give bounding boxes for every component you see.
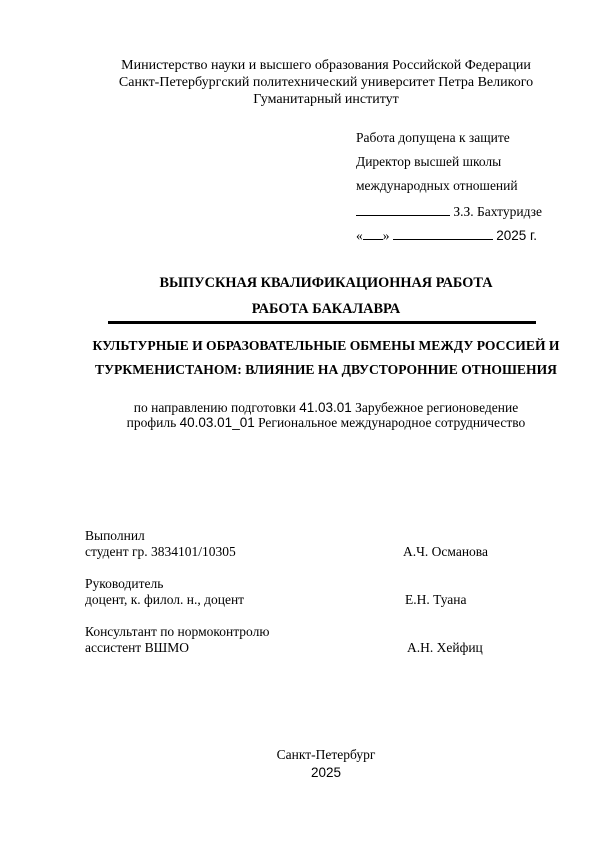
supervisor-position: доцент, к. филол. н., доцент [85,592,245,607]
header-block [0,57,595,108]
supervisor-name: Е.Н. Туана [405,592,467,607]
approval-line-1: Работа допущена к защите [356,130,510,145]
title-divider [108,321,536,324]
consultant-name: А.Н. Хейфиц [407,640,483,655]
month-blank [393,227,493,240]
university-name: Санкт-Петербургский политехнический университет Петра Великого [118,75,534,90]
author-name: А.Ч. Османова [403,544,488,559]
approval-signature-line [356,203,542,220]
consultant-label: Консультант по нормоконтролю [85,624,270,639]
direction-line [0,400,595,416]
direction-name: Зарубежное регионоведение [351,400,519,415]
direction-code: 41.03.01 [299,400,352,415]
topic-line-1: КУЛЬТУРНЫЕ И ОБРАЗОВАТЕЛЬНЫЕ ОБМЕНЫ МЕЖДУ РОССИЕЙ И [92,338,560,353]
institute-name: Гуманитарный институт [253,92,399,107]
ministry-name: Министерство науки и высшего образования Российской Федерации [121,58,531,73]
direction-prefix: по направлению подготовки [133,400,300,415]
approval-line-2: Директор высшей школы [356,154,502,169]
date-close-quote: » [382,228,390,243]
consultant-position: ассистент ВШМО [85,640,189,655]
author-position: студент гр. 3834101/10305 [85,544,236,559]
footer-block [0,746,595,782]
day-blank [363,227,383,240]
signature-blank [356,203,450,216]
profile-prefix: профиль [126,415,180,430]
approval-line-3: международных отношений [356,178,518,193]
author-label: Выполнил [85,528,145,543]
approval-date-line [356,227,537,244]
approval-signer: З.З. Бахтуридзе [453,204,542,219]
footer-year: 2025 [310,765,342,780]
approval-year: 2025 г. [496,228,538,243]
profile-code: 40.03.01_01 [179,415,255,430]
profile-line [0,415,595,431]
topic-line-2: ТУРКМЕНИСТАНОМ: ВЛИЯНИЕ НА ДВУСТОРОННИЕ ОТНОШЕНИЯ [95,362,557,377]
work-type-title: ВЫПУСКНАЯ КВАЛИФИКАЦИОННАЯ РАБОТА [159,275,493,291]
profile-name: Региональное международное сотрудничество [254,415,526,430]
footer-city: Санкт-Петербург [276,747,376,762]
degree-title: РАБОТА БАКАЛАВРА [251,301,401,317]
date-open-quote: « [356,228,363,243]
supervisor-label: Руководитель [85,576,164,591]
